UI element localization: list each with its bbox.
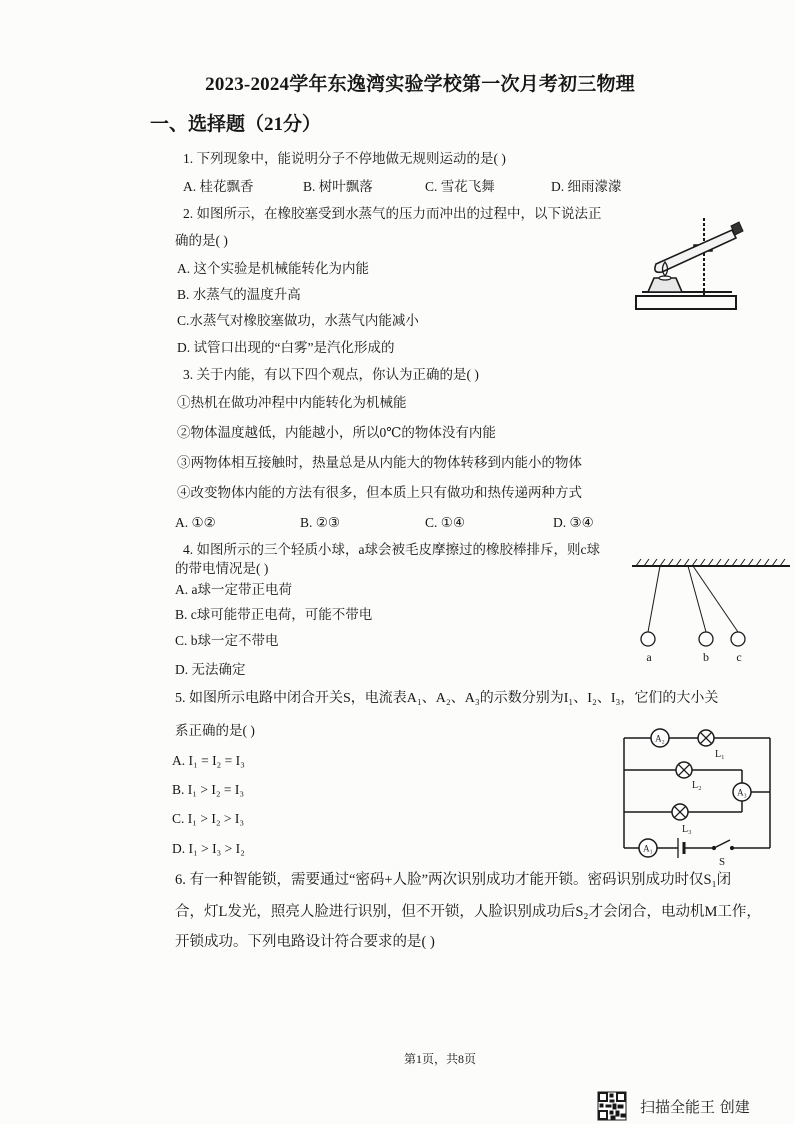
- q2-test-tube-figure: [632, 212, 744, 324]
- q2-option-d: D. 试管口出现的“白雾”是汽化形成的: [177, 340, 395, 355]
- q4-option-d: D. 无法确定: [175, 662, 246, 677]
- q5-option-d: D. I₁ > I₃ > I₂: [172, 841, 245, 856]
- q4-stem-line-1: 4. 如图所示的三个轻质小球，a球会被毛皮摩擦过的橡胶棒排斥，则c球: [183, 542, 600, 557]
- ceiling-hatch-line: [684, 559, 689, 566]
- qr-module: [616, 1111, 619, 1116]
- ceiling-hatch-line: [660, 559, 665, 566]
- q5-circuit-figure: [618, 726, 778, 870]
- ceiling-hatch-line: [716, 559, 721, 566]
- q5-option-a: A. I₁ = I₂ = I₃: [172, 753, 245, 768]
- ceiling-hatch-line: [724, 559, 729, 566]
- ceiling-hatch-line: [748, 559, 753, 566]
- switch-lever: [714, 840, 730, 848]
- q3-option-b: B. ②③: [300, 515, 340, 530]
- qr-module: [613, 1104, 616, 1109]
- qr-module: [618, 1105, 623, 1108]
- q5-option-c: C. I₁ > I₂ > I₃: [172, 811, 245, 826]
- apparatus-base: [636, 296, 736, 309]
- q1-option-d: D. 细雨濛濛: [551, 179, 622, 194]
- q4-stem-line-2: 的带电情况是( ): [175, 561, 269, 576]
- q4-option-c: C. b球一定不带电: [175, 633, 279, 648]
- q3-statement-2: ②物体温度越低，内能越小，所以0℃的物体没有内能: [177, 425, 496, 440]
- qr-module: [600, 1104, 603, 1107]
- q1-stem: 1. 下列现象中，能说明分子不停地做无规则运动的是( ): [183, 151, 506, 166]
- ceiling-hatch-line: [700, 559, 705, 566]
- q1-option-a: A. 桂花飘香: [183, 179, 254, 194]
- label-b: b: [703, 650, 709, 664]
- q3-statement-1: ①热机在做功冲程中内能转化为机械能: [177, 395, 407, 410]
- q2-stem-line-2: 确的是( ): [175, 233, 228, 248]
- string-c: [693, 566, 738, 632]
- string-a: [648, 566, 660, 632]
- q5-stem-line-1: 5. 如图所示电路中闭合开关S，电流表A₁、A₂、A₃的示数分别为I₁、I₂、I₃，它们的大小关: [175, 691, 719, 706]
- ammeter-a2-label: A₂: [655, 733, 665, 744]
- lamp-l2-label: L₂: [692, 780, 702, 791]
- ball-c: [731, 632, 745, 646]
- page-title: 2023-2024学年东逸湾实验学校第一次月考初三物理: [205, 74, 635, 95]
- lamp-l3: [672, 804, 688, 820]
- q6-stem-line-1: 6. 有一种智能锁，需要通过“密码+人脸”两次识别成功才能开锁。密码识别成功时仅S₁闭: [175, 872, 732, 888]
- ceiling-hatch-line: [644, 559, 649, 566]
- q3-option-d: D. ③④: [553, 515, 594, 530]
- q1-option-b: B. 树叶飘落: [303, 179, 373, 194]
- section-heading: 一、选择题（21分）: [150, 114, 322, 135]
- lamp-l2: [676, 762, 692, 778]
- ceiling-hatch-line: [732, 559, 737, 566]
- page-footer: 第1页，共8页: [403, 1052, 476, 1066]
- q3-option-a: A. ①②: [175, 515, 216, 530]
- ceiling-hatch-line: [676, 559, 681, 566]
- q5-option-b: B. I₁ > I₂ = I₃: [172, 782, 245, 797]
- ceiling-hatch-line: [764, 559, 769, 566]
- q3-stem: 3. 关于内能，有以下四个观点，你认为正确的是( ): [183, 367, 479, 382]
- q2-option-b: B. 水蒸气的温度升高: [177, 287, 301, 302]
- switch-contact-right: [730, 846, 733, 849]
- q2-option-c: C.水蒸气对橡胶塞做功，水蒸气内能减小: [177, 313, 419, 328]
- qr-module: [611, 1116, 615, 1119]
- scanner-watermark: 扫描全能王 创建: [640, 1098, 750, 1116]
- q3-option-c: C. ①④: [425, 515, 465, 530]
- q3-statement-4: ④改变物体内能的方法有很多，但本质上只有做功和热传递两种方式: [177, 485, 582, 500]
- q3-statement-3: ③两物体相互接触时，热量总是从内能大的物体转移到内能小的物体: [177, 455, 582, 470]
- ammeter-a1-label: A₁: [643, 843, 653, 854]
- q1-option-c: C. 雪花飞舞: [425, 179, 495, 194]
- lamp-l1-label: L₁: [715, 749, 725, 760]
- lamp-l1: [698, 730, 714, 746]
- ceiling-hatch-line: [756, 559, 761, 566]
- ceiling-hatch-line: [652, 559, 657, 566]
- ceiling-hatch-line: [740, 559, 745, 566]
- ball-a: [641, 632, 655, 646]
- label-a: a: [646, 650, 652, 664]
- ceiling-hatch-line: [636, 559, 641, 566]
- q4-pendulum-figure: [630, 556, 792, 668]
- qr-module: [610, 1111, 613, 1114]
- q6-stem-line-3: 开锁成功。下列电路设计符合要求的是( ): [175, 934, 435, 950]
- q4-option-b: B. c球可能带正电荷，可能不带电: [175, 607, 373, 622]
- ceiling-hatch-line: [668, 559, 673, 566]
- ceiling-hatch: [636, 559, 785, 566]
- qr-module: [610, 1094, 613, 1097]
- q2-option-a: A. 这个实验是机械能转化为内能: [177, 261, 369, 276]
- q2-stem-line-1: 2. 如图所示，在橡胶塞受到水蒸气的压力而冲出的过程中，以下说法正: [183, 206, 602, 221]
- qr-module: [621, 1114, 625, 1117]
- ceiling-hatch-line: [780, 559, 785, 566]
- q6-stem-line-2: 合，灯L发光，照亮人脸进行识别，但不开锁，人脸识别成功后S₂才会闭合，电动机M工作，: [175, 904, 761, 920]
- q5-stem-line-2: 系正确的是( ): [175, 723, 255, 738]
- ball-b: [699, 632, 713, 646]
- ammeter-a3-label: A₃: [737, 787, 747, 798]
- q4-option-a: A. a球一定带正电荷: [175, 582, 292, 597]
- ceiling-hatch-line: [708, 559, 713, 566]
- qr-module: [610, 1100, 614, 1102]
- ceiling-hatch-line: [772, 559, 777, 566]
- switch-label: S: [719, 856, 726, 868]
- qr-code: [598, 1092, 626, 1120]
- lamp-l3-label: L₃: [682, 824, 692, 835]
- string-b: [688, 566, 706, 632]
- label-c: c: [736, 650, 742, 664]
- qr-module: [606, 1105, 611, 1107]
- ceiling-hatch-line: [692, 559, 697, 566]
